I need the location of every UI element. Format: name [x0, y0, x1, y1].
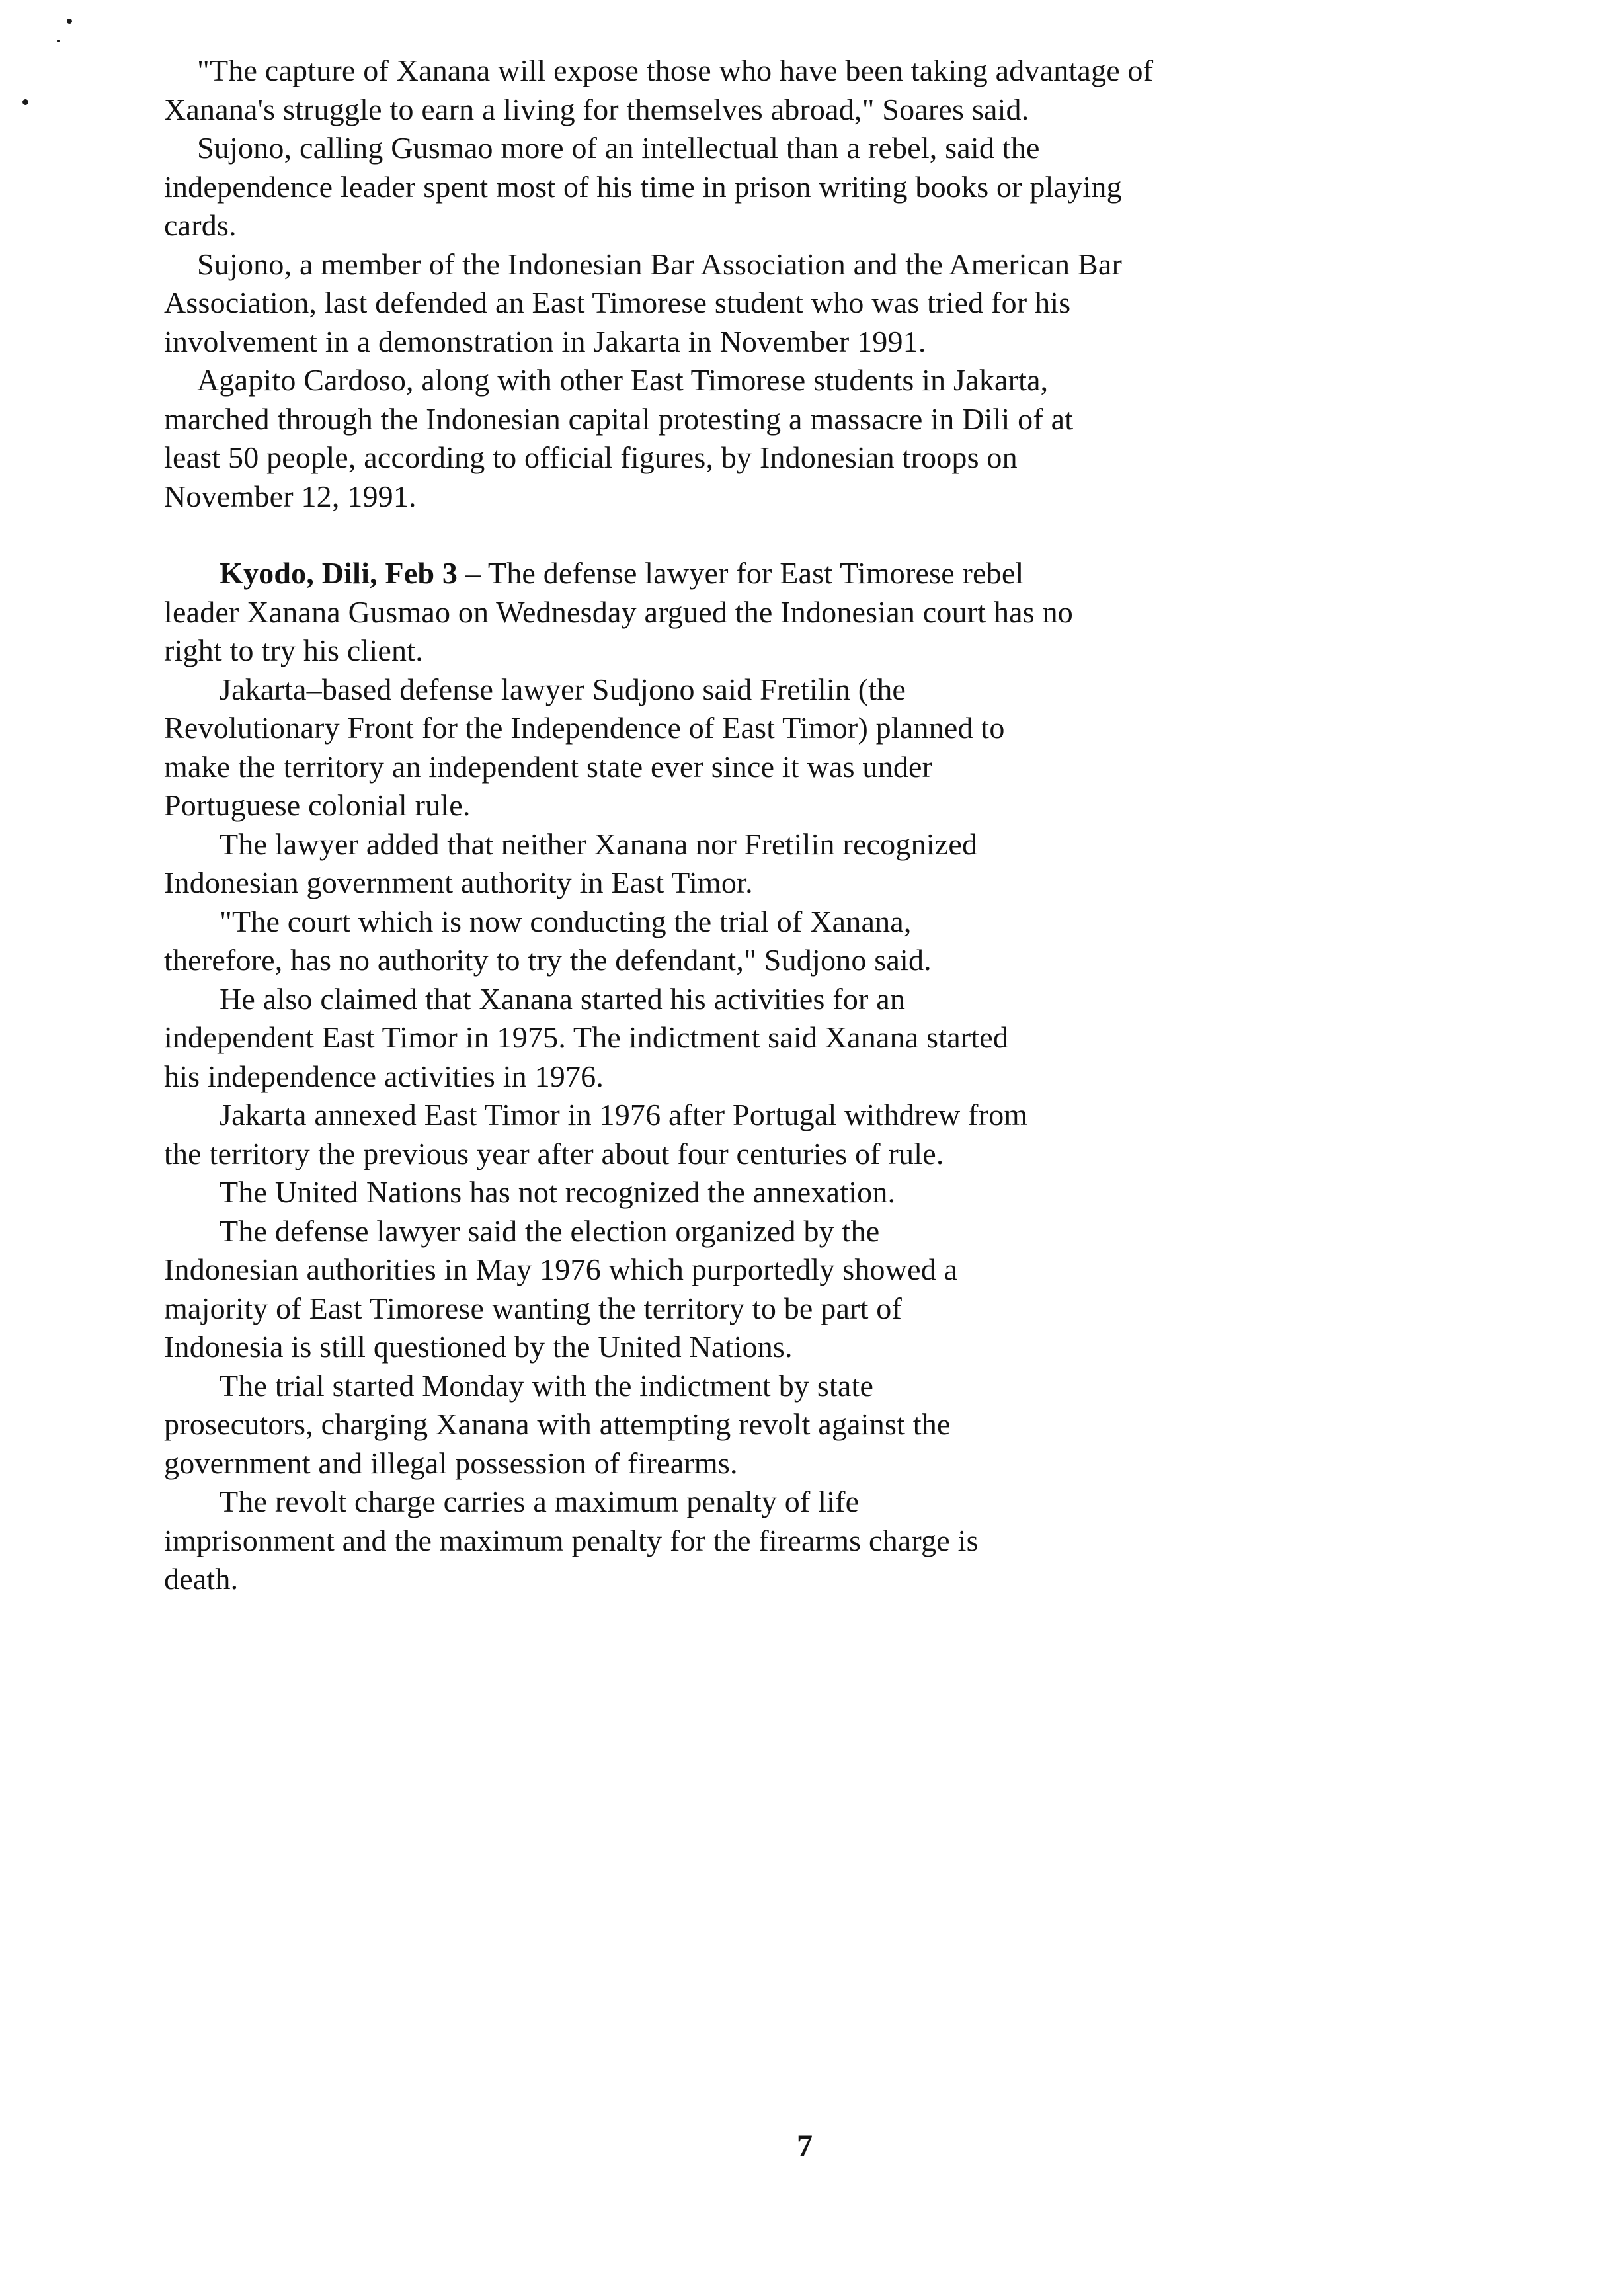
paragraph: The defense lawyer said the election organized by the Indonesian authorities in May 1976 which purportedly showed a majority of East Timorese wanting the territory to be part of Indonesia is still questioned by the United Nations.: [164, 1213, 958, 1364]
paragraph: Sujono, calling Gusmao more of an intellectual than a rebel, said the independence leader spent most of his time in prison writing books or playing cards.: [164, 131, 1122, 242]
lead-paragraph: [164, 554, 1301, 671]
page-number: 7: [797, 2129, 813, 2164]
article-body: [164, 52, 1301, 1599]
paragraph: Sujono, a member of the Indonesian Bar Association and the American Bar Association, last defended an East Timorese student who was tried for his involvement in a demonstration in Jakarta in November 1991.: [164, 247, 1122, 358]
paragraph: "The capture of Xanana will expose those who have been taking advantage of Xanana's struggle to earn a living for themselves abroad," Soares said.: [164, 54, 1154, 126]
paragraph: He also claimed that Xanana started his activities for an independent East Timor in 1975. The indictment said Xanana started his independence activities in 1976.: [164, 981, 1009, 1093]
section-gap: [164, 516, 1301, 554]
paragraph: The United Nations has not recognized the annexation.: [220, 1175, 896, 1209]
paragraph: Jakarta annexed East Timor in 1976 after Portugal withdrew from the territory the previous year after about four centuries of rule.: [164, 1098, 1028, 1170]
paragraph: Jakarta–based defense lawyer Sudjono said Fretilin (the Revolutionary Front for the Independence of East Timor) planned to make the territory an independent state ever since it was under Portuguese colonial rule.: [164, 672, 1005, 822]
scan-speck: [22, 99, 28, 105]
dateline: Kyodo, Dili, Feb 3: [220, 556, 458, 590]
scan-speck: [57, 40, 60, 42]
lead-text: – The defense lawyer for East Timorese rebel leader Xanana Gusmao on Wednesday argued the Indonesian court has no right to try his client.: [164, 556, 1073, 667]
paragraph: Agapito Cardoso, along with other East Timorese students in Jakarta, marched through the Indonesian capital protesting a massacre in Dili of at least 50 people, according to official figures, by Indonesian troops on November 12, 1991.: [164, 363, 1074, 513]
paragraph: The revolt charge carries a maximum penalty of life imprisonment and the maximum penalty for the firearms charge is death.: [164, 1485, 979, 1596]
paragraph: The trial started Monday with the indictment by state prosecutors, charging Xanana with attempting revolt against the government and illegal possession of firearms.: [164, 1368, 951, 1480]
scan-speck: [67, 19, 72, 24]
paragraph: "The court which is now conducting the trial of Xanana, therefore, has no authority to try the defendant," Sudjono said.: [164, 904, 932, 977]
paragraph: The lawyer added that neither Xanana nor Fretilin recognized Indonesian government authority in East Timor.: [164, 827, 978, 899]
